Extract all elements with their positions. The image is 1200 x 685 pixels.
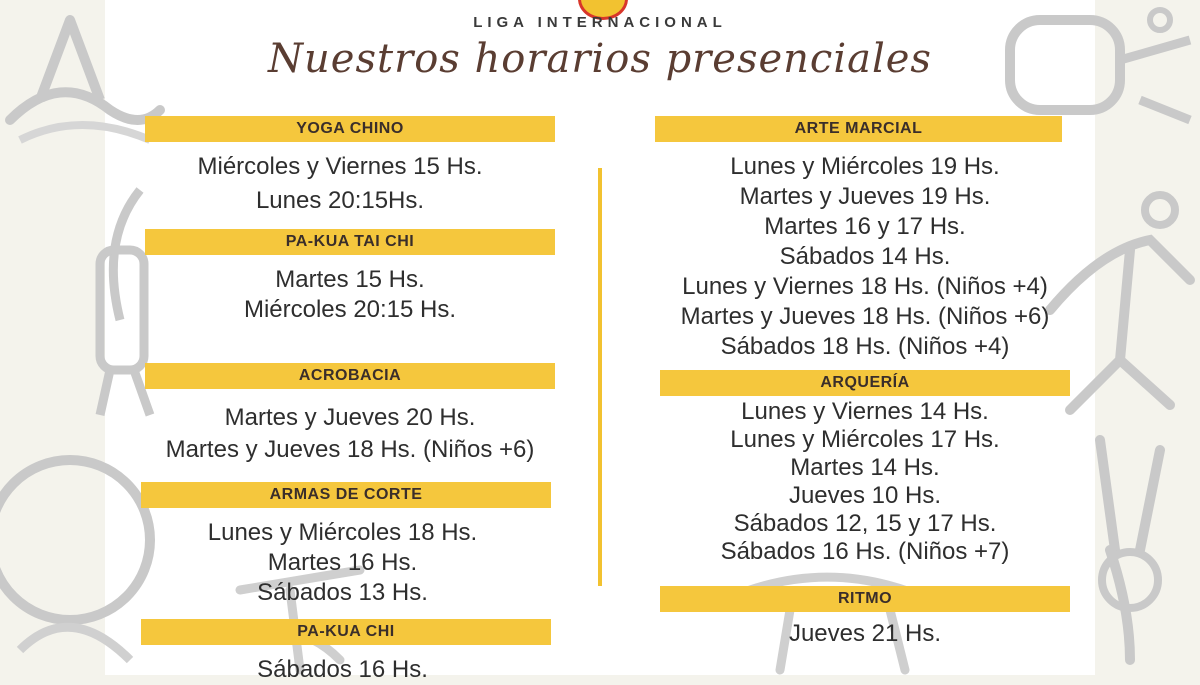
schedule-line: Martes y Jueves 20 Hs. — [224, 404, 476, 431]
section-header-ritmo: RITMO — [660, 586, 1070, 612]
schedule-line: Martes 15 Hs. — [275, 266, 425, 293]
section-header-arqueria: ARQUERÍA — [660, 370, 1070, 396]
schedule-arte-marcial — [655, 152, 1075, 362]
schedule-pa-kua-chi — [140, 655, 545, 685]
schedule-arqueria — [655, 398, 1075, 566]
handstand-figure-icon — [1070, 430, 1200, 675]
schedule-yoga-chino — [140, 152, 540, 216]
section-header-pa-kua-tai-chi: PA-KUA TAI CHI — [145, 229, 555, 255]
column-divider — [598, 168, 602, 586]
schedule-line: Sábados 13 Hs. — [257, 579, 428, 606]
schedule-ritmo — [660, 619, 1070, 649]
schedule-line: Martes 16 y 17 Hs. — [764, 213, 966, 240]
schedule-line: Martes 16 Hs. — [267, 549, 418, 576]
page-title: Nuestros horarios presenciales — [268, 36, 932, 82]
schedule-line: Lunes 20:15Hs. — [255, 187, 425, 214]
schedule-line: Martes y Jueves 18 Hs. (Niños +6) — [165, 436, 535, 463]
schedule-pa-kua-tai-chi — [150, 265, 550, 325]
schedule-line: Miércoles 20:15 Hs. — [243, 296, 457, 323]
schedule-line: Sábados 14 Hs. — [779, 243, 951, 270]
schedule-line: Lunes y Miércoles 19 Hs. — [730, 153, 1000, 180]
schedule-armas-de-corte — [140, 518, 545, 608]
schedule-line: Martes y Jueves 19 Hs. — [739, 183, 991, 210]
section-header-yoga-chino: YOGA CHINO — [145, 116, 555, 142]
schedule-line: Sábados 16 Hs. (Niños +7) — [720, 538, 1010, 565]
schedule-line: Sábados 12, 15 y 17 Hs. — [733, 510, 997, 537]
schedule-line: Martes y Jueves 18 Hs. (Niños +6) — [680, 303, 1050, 330]
schedule-line: Jueves 10 Hs. — [788, 482, 942, 509]
organization-name: LIGA INTERNACIONAL — [473, 14, 727, 31]
section-header-arte-marcial: ARTE MARCIAL — [655, 116, 1062, 142]
schedule-line: Lunes y Miércoles 18 Hs. — [207, 519, 478, 546]
schedule-line: Jueves 21 Hs. — [788, 620, 942, 647]
schedule-line: Lunes y Viernes 18 Hs. (Niños +4) — [682, 273, 1048, 300]
section-header-pa-kua-chi: PA-KUA CHI — [141, 619, 551, 645]
schedule-line: Sábados 18 Hs. (Niños +4) — [720, 333, 1010, 360]
schedule-line: Lunes y Miércoles 17 Hs. — [730, 426, 1000, 453]
schedule-line: Lunes y Viernes 14 Hs. — [741, 398, 989, 425]
schedule-acrobacia — [140, 403, 560, 465]
schedule-line: Miércoles y Viernes 15 Hs. — [197, 153, 483, 180]
schedule-line: Martes 14 Hs. — [790, 454, 940, 481]
section-header-acrobacia: ACROBACIA — [145, 363, 555, 389]
section-header-armas-de-corte: ARMAS DE CORTE — [141, 482, 551, 508]
schedule-line: Sábados 16 Hs. — [257, 656, 428, 683]
